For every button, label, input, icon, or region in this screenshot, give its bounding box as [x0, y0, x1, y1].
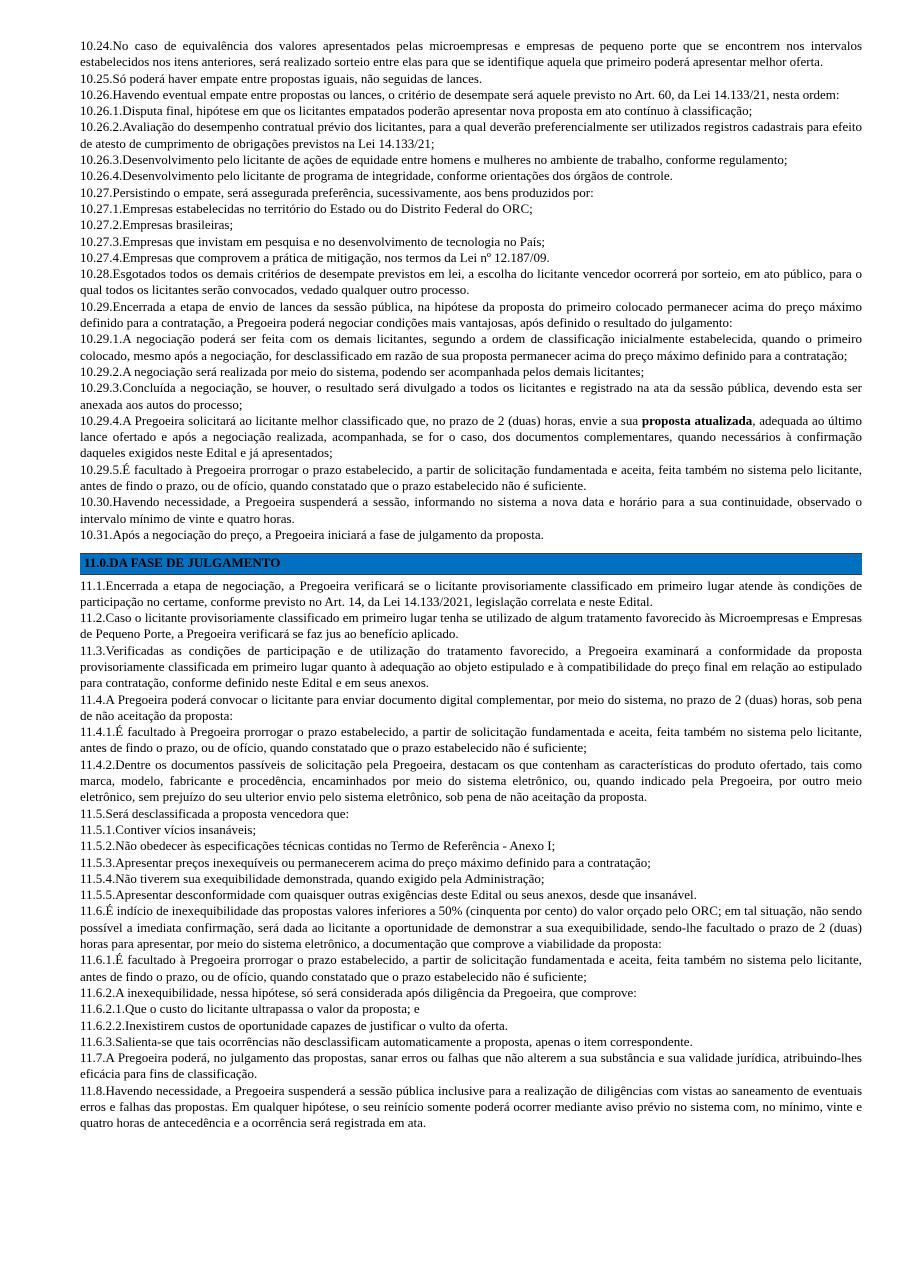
- clause: [80, 152, 862, 168]
- clause-text: 10.24.No caso de equivalência dos valores apresentados pelas microempresas e empresas de pequeno porte que se encontrem nos intervalos estabelecidos nos itens anteriores, será realizado sorteio entre elas para que se identifique aquela que primeiro poderá apresentar melhor oferta.: [80, 38, 862, 70]
- clause-text: 11.1.Encerrada a etapa de negociação, a Pregoeira verificará se o licitante provisoriamente classificado em primeiro lugar atende às condições de participação no certame, conforme previsto no Art. 14, da Lei 14.133/2021, legislação correlata e neste Edital.: [80, 577, 862, 609]
- clause: [80, 1001, 862, 1017]
- clause-text: 10.27.3.Empresas que invistam em pesquisa e no desenvolvimento de tecnologia no País;: [80, 233, 546, 249]
- clause: [80, 413, 862, 462]
- clause-text: 10.25.Só poderá haver empate entre propostas iguais, não seguidas de lances.: [80, 70, 483, 86]
- clause-text: 10.26.1.Disputa final, hipótese em que os licitantes empatados poderão apresentar nova proposta em ato contínuo à classificação;: [80, 103, 753, 119]
- clause-text: 10.27.2.Empresas brasileiras;: [80, 217, 234, 233]
- clause: [80, 38, 862, 71]
- clause-text: 11.6.2.2.Inexistirem custos de oportunidade capazes de justificar o vulto da oferta.: [80, 1017, 509, 1033]
- clause-text: 10.29.1.A negociação poderá ser feita com os demais licitantes, segundo a ordem de classificação inicialmente estabelecida, quando o primeiro colocado, mesmo após a negociação, for desclassificado em razão de sua proposta permanecer acima do preço máximo definido para a contratação;: [80, 331, 862, 363]
- clause: [80, 610, 862, 643]
- clause: [80, 201, 862, 217]
- clause: [80, 985, 862, 1001]
- clause-text: 10.27.4.Empresas que comprovem a prática de mitigação, nos termos da Lei nº 12.187/09.: [80, 249, 550, 265]
- clause: [80, 871, 862, 887]
- clause: [80, 527, 862, 543]
- clause: [80, 266, 862, 299]
- clause-text: 10.26.3.Desenvolvimento pelo licitante de ações de equidade entre homens e mulheres no ambiente de trabalho, conforme regulamento;: [80, 152, 788, 168]
- clause: [80, 692, 862, 725]
- clause-text: 11.7.A Pregoeira poderá, no julgamento das propostas, sanar erros ou falhas que não alterem a sua substância e sua validade jurídica, atribuindo-lhes eficácia para fins de classificação.: [80, 1050, 862, 1082]
- clause: [80, 887, 862, 903]
- clause-text: 10.26.Havendo eventual empate entre propostas ou lances, o critério de desempate será aquele previsto no Art. 60, da Lei 14.133/21, nesta ordem:: [80, 86, 840, 102]
- clause: [80, 806, 862, 822]
- clause: [80, 168, 862, 184]
- clause: [80, 822, 862, 838]
- clause: [80, 87, 862, 103]
- clause-text: 11.6.3.Salienta-se que tais ocorrências não desclassificam automaticamente a proposta, apenas o item correspondente.: [80, 1033, 693, 1049]
- bold-text: proposta atualizada: [641, 412, 753, 428]
- clause-text: 11.5.2.Não obedecer às especificações técnicas contidas no Termo de Referência - Anexo I;: [80, 838, 556, 854]
- clause: [80, 855, 862, 871]
- clause-text: 11.5.5.Apresentar desconformidade com quaisquer outras exigências deste Edital ou seus anexos, desde que insanável.: [80, 887, 697, 903]
- clause: [80, 643, 862, 692]
- clause: [80, 1018, 862, 1034]
- clause-text: 11.3.Verificadas as condições de participação e de utilização do tratamento favorecido, a Pregoeira examinará a conformidade da proposta provisoriamente classificada em primeiro lugar quanto à adequação ao objeto estipulado e à compatibilidade do preço final em relação ao estipulado para contratação, conforme definido neste Edital e em seus anexos.: [80, 642, 862, 691]
- clause-text: 10.27.Persistindo o empate, será assegurada preferência, sucessivamente, aos bens produzidos por:: [80, 184, 594, 200]
- clause: [80, 217, 862, 233]
- clause-text: 10.29.Encerrada a etapa de envio de lances da sessão pública, na hipótese da proposta do primeiro colocado permanecer acima do preço máximo definido para a contratação, a Pregoeira poderá negociar condições mais vantajosas, após definido o resultado do julgamento:: [80, 298, 862, 331]
- clause: [80, 185, 862, 201]
- clause-text: 11.4.1.É facultado à Pregoeira prorrogar o prazo estabelecido, a partir de solicitação fundamentada e aceita, feita também no sistema pelo licitante, antes de findo o prazo, ou de ofício, quando constatado que o prazo estabelecido não é suficiente;: [80, 724, 862, 756]
- clause: [80, 1083, 862, 1132]
- section-heading: 11.0.DA FASE DE JULGAMENTO: [80, 553, 862, 574]
- clause-text: 11.5.4.Não tiverem sua exequibilidade demonstrada, quando exigido pela Administração;: [80, 870, 545, 886]
- clause-text: 11.5.3.Apresentar preços inexequíveis ou permanecerem acima do preço máximo definido para a contratação;: [80, 854, 651, 870]
- clause-text: 10.29.4.A Pregoeira solicitará ao licitante melhor classificado que, no prazo de 2 (duas) horas, envie a sua: [80, 412, 642, 428]
- clause-text: 10.28.Esgotados todos os demais critérios de desempate previstos em lei, a escolha do licitante vencedor ocorrerá por sorteio, em ato público, para o qual todos os licitantes serão convocados, vedado qualquer outro processo.: [80, 266, 862, 298]
- clause: [80, 250, 862, 266]
- clause: [80, 952, 862, 985]
- clause: [80, 364, 862, 380]
- clause: [80, 724, 862, 757]
- clause: [80, 103, 862, 119]
- clause: [80, 71, 862, 87]
- clause-text: 11.6.2.1.Que o custo do licitante ultrapassa o valor da proposta; e: [80, 1001, 420, 1017]
- clause-text: 11.6.2.A inexequibilidade, nessa hipótese, só será considerada após diligência da Pregoeira, que comprove:: [80, 984, 637, 1000]
- clause: [80, 299, 862, 332]
- clause-text: 11.5.Será desclassificada a proposta vencedora que:: [80, 805, 350, 821]
- clause-text: 10.26.4.Desenvolvimento pelo licitante de programa de integridade, conforme orientações dos órgãos de controle.: [80, 168, 673, 184]
- clause: [80, 462, 862, 495]
- clause-text: 11.4.A Pregoeira poderá convocar o licitante para enviar documento digital complementar, por meio do sistema, no prazo de 2 (duas) horas, sob pena de não aceitação da proposta:: [80, 691, 862, 723]
- clause-text: , adequada ao último lance ofertado e após a negociação realizada, acompanhada, se for o caso, dos documentos complementares, quando necessários à confirmação daqueles exigidos neste Edital e já apresentados;: [80, 412, 862, 461]
- clause: [80, 757, 862, 806]
- clause-text: 10.29.3.Concluída a negociação, se houver, o resultado será divulgado a todos os licitantes e registrado na ata da sessão pública, devendo esta ser anexada aos autos do processo;: [80, 380, 862, 412]
- clause-text: 10.31.Após a negociação do preço, a Pregoeira iniciará a fase de julgamento da proposta.: [80, 526, 544, 542]
- clause-text: 11.2.Caso o licitante provisoriamente classificado em primeiro lugar tenha se utilizado de algum tratamento favorecido às Microempresas e Empresas de Pequeno Porte, a Pregoeira verificará se faz jus ao benefício aplicado.: [80, 610, 862, 642]
- clause-text: 10.29.5.É facultado à Pregoeira prorrogar o prazo estabelecido, a partir de solicitação fundamentada e aceita, feita também no sistema pelo licitante, antes de findo o prazo, ou de ofício, quando constatado que o prazo estabelecido não é suficiente.: [80, 461, 862, 494]
- clause-text: 10.27.1.Empresas estabelecidas no território do Estado ou do Distrito Federal do ORC;: [80, 200, 533, 216]
- clause: [80, 234, 862, 250]
- clause: [80, 119, 862, 152]
- clause-text: 11.8.Havendo necessidade, a Pregoeira suspenderá a sessão pública inclusive para a realização de diligências com vistas ao saneamento de eventuais erros e falhas das propostas. Em qualquer hipótese, o seu reinício somente poderá ocorrer mediante aviso prévio no sistema com, no mínimo, vinte e quatro horas de antecedência e a ocorrência será registrada em ata.: [80, 1082, 862, 1131]
- clause-text: 11.6.É indício de inexequibilidade das propostas valores inferiores a 50% (cinquenta por cento) do valor orçado pelo ORC; em tal situação, não sendo possível a imediata confirmação, será dada ao licitante a oportunidade de demonstrar a sua exequibilidade, sendo-lhe facultado o prazo de 2 (duas) horas para apresentar, por meio do sistema eletrônico, a documentação que comprove a viabilidade da proposta:: [80, 903, 862, 952]
- clause: [80, 494, 862, 527]
- clause: [80, 331, 862, 364]
- clause: [80, 1034, 862, 1050]
- clause-text: 10.26.2.Avaliação do desempenho contratual prévio dos licitantes, para a qual deverão preferencialmente ser utilizados registros cadastrais para efeito de atesto de cumprimento de obrigações previstos na Lei 14.133/21;: [80, 119, 862, 151]
- clause: [80, 380, 862, 413]
- clause: [80, 903, 862, 952]
- clause-text: 10.30.Havendo necessidade, a Pregoeira suspenderá a sessão, informando no sistema a nova data e horário para a sua continuidade, observado o intervalo mínimo de vinte e quatro horas.: [80, 494, 862, 526]
- clause: [80, 838, 862, 854]
- clause-text: 11.4.2.Dentre os documentos passíveis de solicitação pela Pregoeira, destacam os que contenham as características do produto ofertado, tais como marca, modelo, fabricante e procedência, encaminhados por meio do sistema eletrônico, ou, quando indicado pela Pregoeira, por outro meio eletrônico, sem prejuízo do seu ulterior envio pelo sistema eletrônico, sob pena de não aceitação da proposta.: [80, 756, 862, 805]
- clause: [80, 578, 862, 611]
- clause-text: 10.29.2.A negociação será realizada por meio do sistema, podendo ser acompanhada pelos demais licitantes;: [80, 363, 645, 379]
- clause: [80, 1050, 862, 1083]
- clause-text: 11.5.1.Contiver vícios insanáveis;: [80, 821, 257, 837]
- clause-text: 11.6.1.É facultado à Pregoeira prorrogar o prazo estabelecido, a partir de solicitação fundamentada e aceita, feita também no sistema pelo licitante, antes de findo o prazo, ou de ofício, quando constatado que o prazo estabelecido não é suficiente;: [80, 952, 862, 984]
